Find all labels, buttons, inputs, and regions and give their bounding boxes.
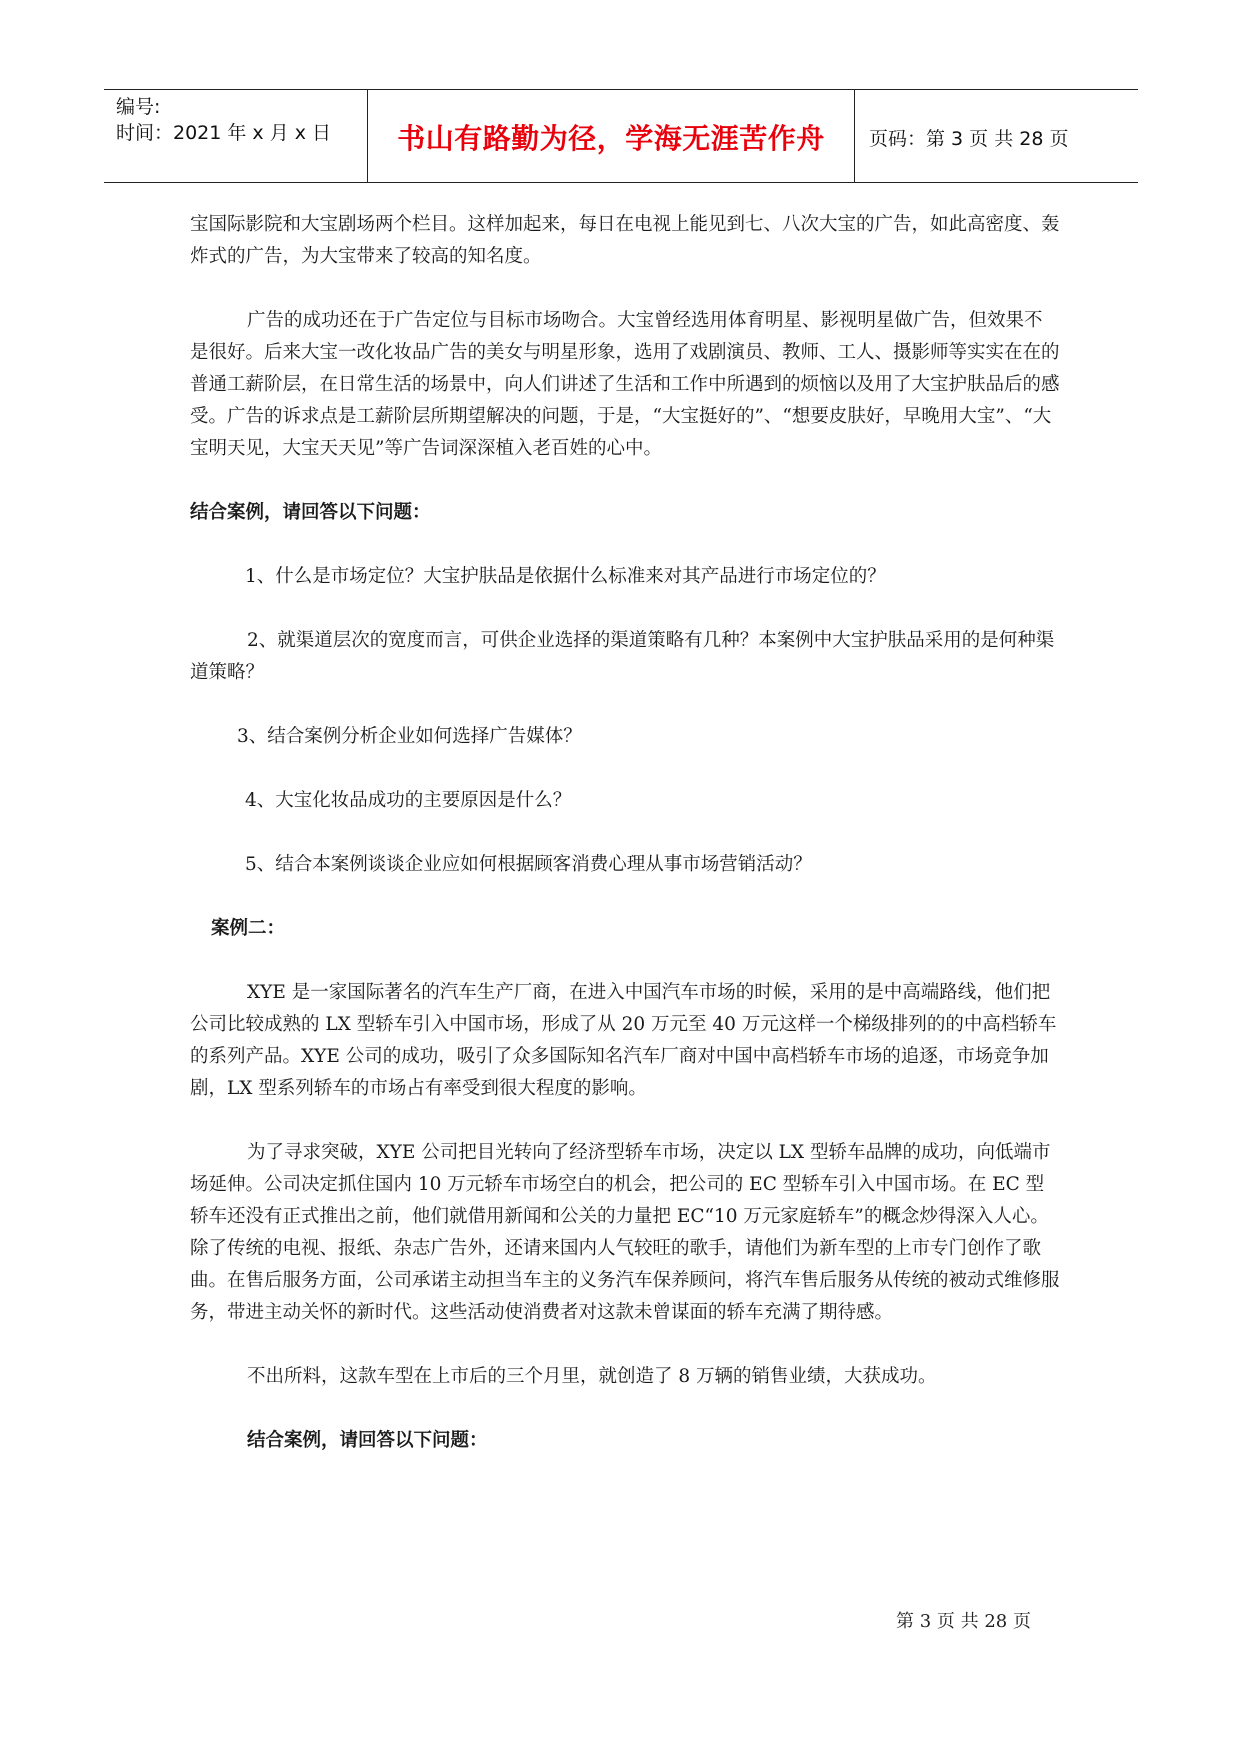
question-3: 3、结合案例分析企业如何选择广告媒体？ — [237, 726, 582, 747]
questions-heading-1: 结合案例，请回答以下问题： — [190, 502, 431, 523]
case-two-title: 案例二： — [211, 918, 286, 939]
questions-heading-2: 结合案例，请回答以下问题： — [247, 1430, 488, 1451]
question-4: 4、大宝化妆品成功的主要原因是什么？ — [245, 790, 572, 811]
question-5: 5、结合本案例谈谈企业应如何根据顾客消费心理从事市场营销活动？ — [245, 854, 812, 875]
paragraph-xye-result: 不出所料，这款车型在上市后的三个月里，就创造了 8 万辆的销售业绩，大获成功。 — [247, 1366, 937, 1387]
header-meta-cell — [104, 90, 368, 182]
page-footer: 第 3 页 共 28 页 — [896, 1611, 1031, 1632]
question-2: 2、就渠道层次的宽度而言，可供企业选择的渠道策略有几种？本案例中大宝护肤品采用的是何种渠道策略？ — [190, 630, 1055, 683]
header-page-code: 页码：第 3 页 共 28 页 — [869, 127, 1069, 150]
document-time-label: 时间：2021 年 x 月 x 日 — [116, 122, 332, 144]
document-number-label: 编号: — [116, 96, 161, 118]
document-body — [190, 209, 1060, 1457]
paragraph-continuation: 宝国际影院和大宝剧场两个栏目。这样加起来，每日在电视上能见到七、八次大宝的广告，如此高密度、轰炸式的广告，为大宝带来了较高的知名度。 — [190, 214, 1060, 267]
paragraph-ad-positioning: 广告的成功还在于广告定位与目标市场吻合。大宝曾经选用体育明星、影视明星做广告，但效果不是很好。后来大宝一改化妆品广告的美女与明星形象，选用了戏剧演员、教师、工人、摄影师等实实在在的普通工薪阶层，在日常生活的场景中，向人们讲述了生活和工作中所遇到的烦恼以及用了大宝护肤品后的感受。广告的诉求点是工薪阶层所期望解决的问题，于是，“大宝挺好的”、“想要皮肤好，早晚用大宝”、“大宝明天见，大宝天天见”等广告词深深植入老百姓的心中。 — [190, 310, 1060, 459]
page-header — [104, 89, 1138, 183]
paragraph-xye-breakthrough: 为了寻求突破，XYE 公司把目光转向了经济型轿车市场，决定以 LX 型轿车品牌的成功，向低端市场延伸。公司决定抓住国内 10 万元轿车市场空白的机会，把公司的 EC 型轿车引入中国市场。在 EC 型轿车还没有正式推出之前，他们就借用新闻和公关的力量把 EC“10 万元家庭轿车”的概念炒得深入人心。除了传统的电视、报纸、杂志广告外，还请来国内人气较旺的歌手，请他们为新车型的上市专门创作了歌曲。在售后服务方面，公司承诺主动担当车主的义务汽车保养顾问，将汽车售后服务从传统的被动式维修服务，带进主动关怀的新时代。这些活动使消费者对这款未曾谋面的轿车充满了期待感。 — [190, 1142, 1060, 1323]
header-motto: 书山有路勤为径，学海无涯苦作舟 — [368, 90, 855, 182]
paragraph-xye-intro: XYE 是一家国际著名的汽车生产厂商，在进入中国汽车市场的时候，采用的是中高端路线，他们把公司比较成熟的 LX 型轿车引入中国市场，形成了从 20 万元至 40 万元这样一个梯级排列的的中高档轿车的系列产品。XYE 公司的成功，吸引了众多国际知名汽车厂商对中国中高档轿车市场的追逐，市场竞争加剧，LX 型系列轿车的市场占有率受到很大程度的影响。 — [190, 982, 1057, 1099]
question-1: 1、什么是市场定位？大宝护肤品是依据什么标准来对其产品进行市场定位的？ — [245, 566, 886, 587]
